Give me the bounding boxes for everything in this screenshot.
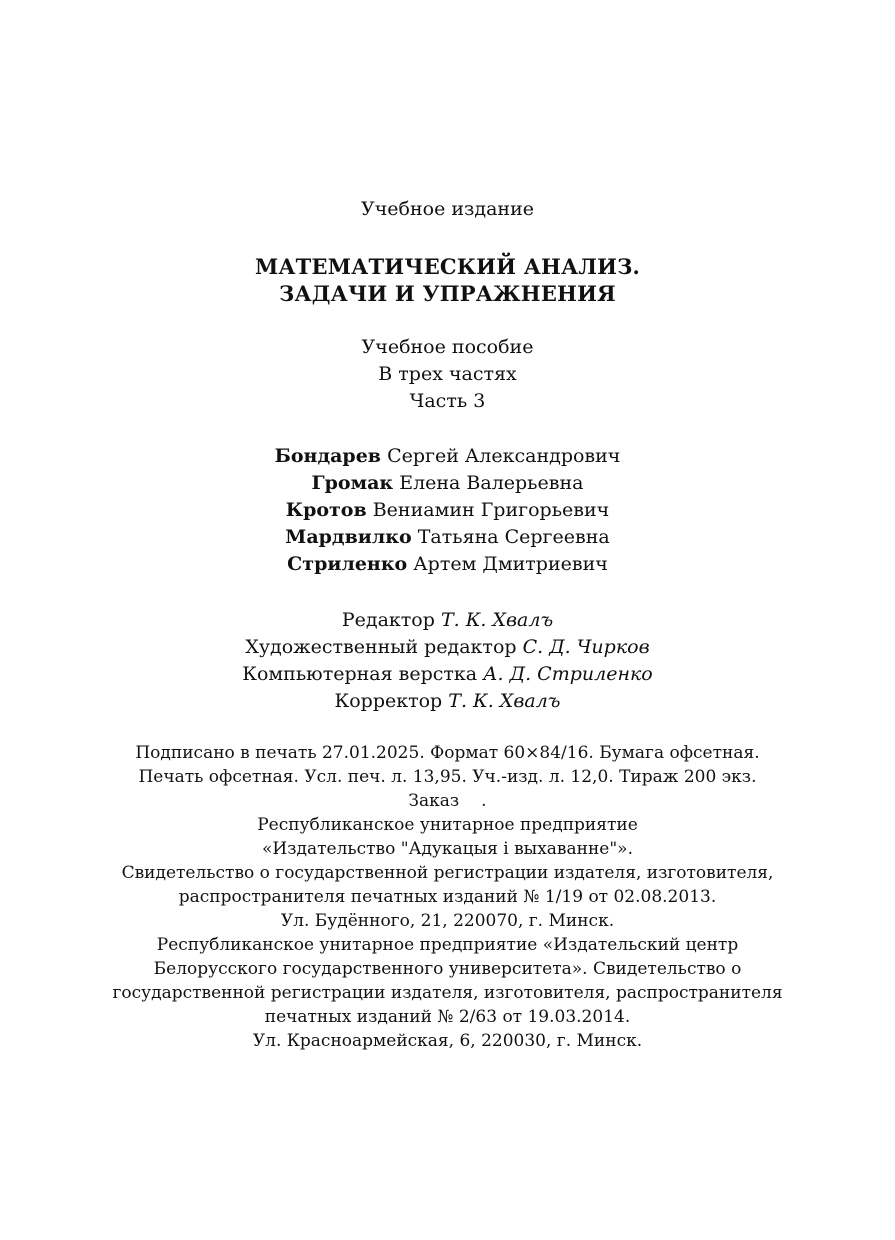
author-line: [0, 447, 895, 466]
imprint-printer-4: печатных изданий № 2/63 от 19.03.2014.: [264, 1007, 631, 1027]
book-title-line-1: МАТЕМАТИЧЕСКИЙ АНАЛИЗ.: [254, 254, 641, 279]
staff-name: А. Д. Стриленко: [483, 663, 653, 685]
part-number: Часть 3: [409, 390, 486, 412]
imprint-printer-1: Республиканское унитарное предприятие «Издательский центр: [156, 935, 739, 955]
imprint-print-details: Подписано в печать 27.01.2025. Формат 60×84/16. Бумага офсетная.: [135, 743, 760, 763]
edition-type: Учебное издание: [361, 198, 534, 220]
author-given-name: Татьяна Сергеевна: [417, 526, 610, 548]
imprint-certificate-2: распространителя печатных изданий № 1/19 от 02.08.2013.: [178, 887, 717, 907]
imprint-printer-address: Ул. Красноармейская, 6, 220030, г. Минск.: [252, 1031, 643, 1051]
parts-count: В трех частях: [378, 363, 517, 385]
author-given-name: Елена Валерьевна: [399, 472, 584, 494]
staff-name: С. Д. Чирков: [522, 636, 650, 658]
staff-art-editor: [0, 638, 895, 657]
imprint-printer-2: Белорусского государственного университета». Свидетельство о: [153, 959, 742, 979]
imprint-publisher-name: «Издательство "Адукацыя і выхаванне"».: [262, 839, 633, 859]
author-surname: Кротов: [285, 499, 367, 521]
imprint-order: [0, 793, 895, 810]
order-label: Заказ: [408, 791, 460, 811]
author-line: [0, 501, 895, 520]
staff-editor: [0, 611, 895, 630]
imprint-print-volume: Печать офсетная. Усл. печ. л. 13,95. Уч.-изд. л. 12,0. Тираж 200 экз.: [138, 767, 757, 787]
author-surname: Мардвилко: [285, 526, 412, 548]
staff-layout: [0, 665, 895, 684]
publication-type: Учебное пособие: [361, 336, 534, 358]
author-surname: Бондарев: [274, 445, 382, 467]
imprint-publisher-address: Ул. Будённого, 21, 220070, г. Минск.: [280, 911, 615, 931]
staff-name: Т. К. Хвалъ: [440, 609, 554, 631]
staff-role: Корректор: [334, 690, 443, 712]
imprint-printer-3: государственной регистрации издателя, изготовителя, распространителя: [112, 983, 783, 1003]
staff-proofreader: [0, 692, 895, 711]
imprint-publisher-type: Республиканское унитарное предприятие: [257, 815, 638, 835]
author-surname: Стриленко: [287, 553, 408, 575]
author-given-name: Вениамин Григорьевич: [372, 499, 610, 521]
author-surname: Громак: [311, 472, 394, 494]
order-end: .: [481, 791, 487, 811]
author-given-name: Сергей Александрович: [387, 445, 621, 467]
staff-role: Редактор: [341, 609, 435, 631]
staff-name: Т. К. Хвалъ: [448, 690, 561, 712]
book-title-line-2: ЗАДАЧИ И УПРАЖНЕНИЯ: [279, 281, 616, 306]
author-line: [0, 528, 895, 547]
author-line: [0, 474, 895, 493]
staff-role: Художественный редактор: [245, 636, 517, 658]
author-line: [0, 555, 895, 574]
author-given-name: Артем Дмитриевич: [413, 553, 608, 575]
imprint-certificate-1: Свидетельство о государственной регистрации издателя, изготовителя,: [121, 863, 774, 883]
staff-role: Компьютерная верстка: [242, 663, 478, 685]
